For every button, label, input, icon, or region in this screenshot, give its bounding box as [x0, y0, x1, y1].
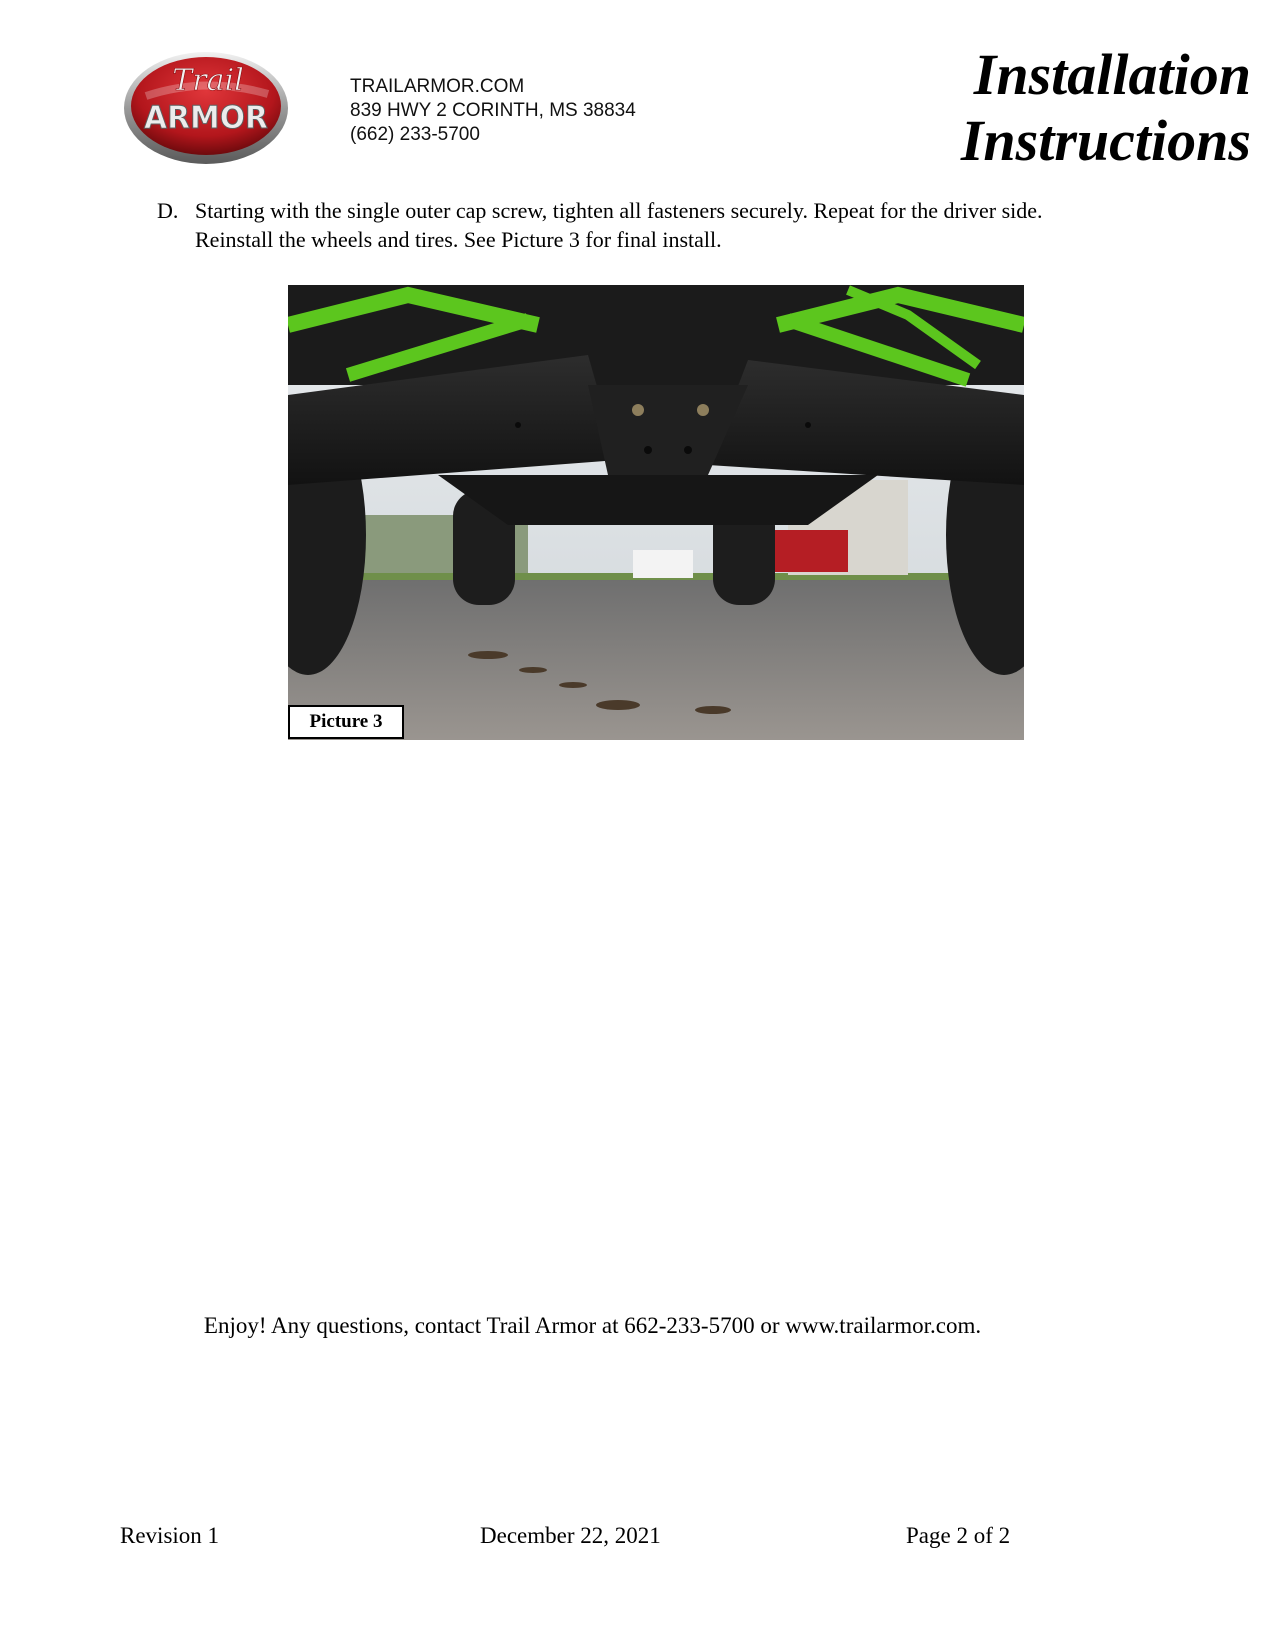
step-letter: D. — [157, 198, 179, 223]
footer-page-number: Page 2 of 2 — [906, 1523, 1011, 1548]
step-text: Starting with the single outer cap screw, tighten all fasteners securely. Repeat for the driver side. Reinstall the wheels and tires. See Picture 3 for final install. — [195, 198, 1043, 252]
company-website: TRAILARMOR.COM — [350, 76, 525, 97]
title-line-2: Instructions — [960, 108, 1251, 173]
trail-armor-logo — [122, 48, 290, 166]
company-phone: (662) 233-5700 — [350, 124, 480, 145]
picture-caption: Picture 3 — [288, 705, 404, 739]
company-info — [350, 75, 636, 147]
document-title — [961, 42, 1251, 174]
title-line-1: Installation — [973, 42, 1251, 107]
footer-date: December 22, 2021 — [480, 1523, 661, 1548]
install-photo — [288, 285, 1024, 740]
closing-text: Enjoy! Any questions, contact Trail Armor at 662-233-5700 or www.trailarmor.com. — [203, 1313, 982, 1338]
company-address: 839 HWY 2 CORINTH, MS 38834 — [350, 100, 636, 121]
closing-line — [0, 1313, 1275, 1339]
logo-text-trail: Trail — [172, 63, 244, 98]
logo-text-armor: ARMOR — [144, 100, 269, 136]
footer-revision: Revision 1 — [120, 1523, 220, 1548]
